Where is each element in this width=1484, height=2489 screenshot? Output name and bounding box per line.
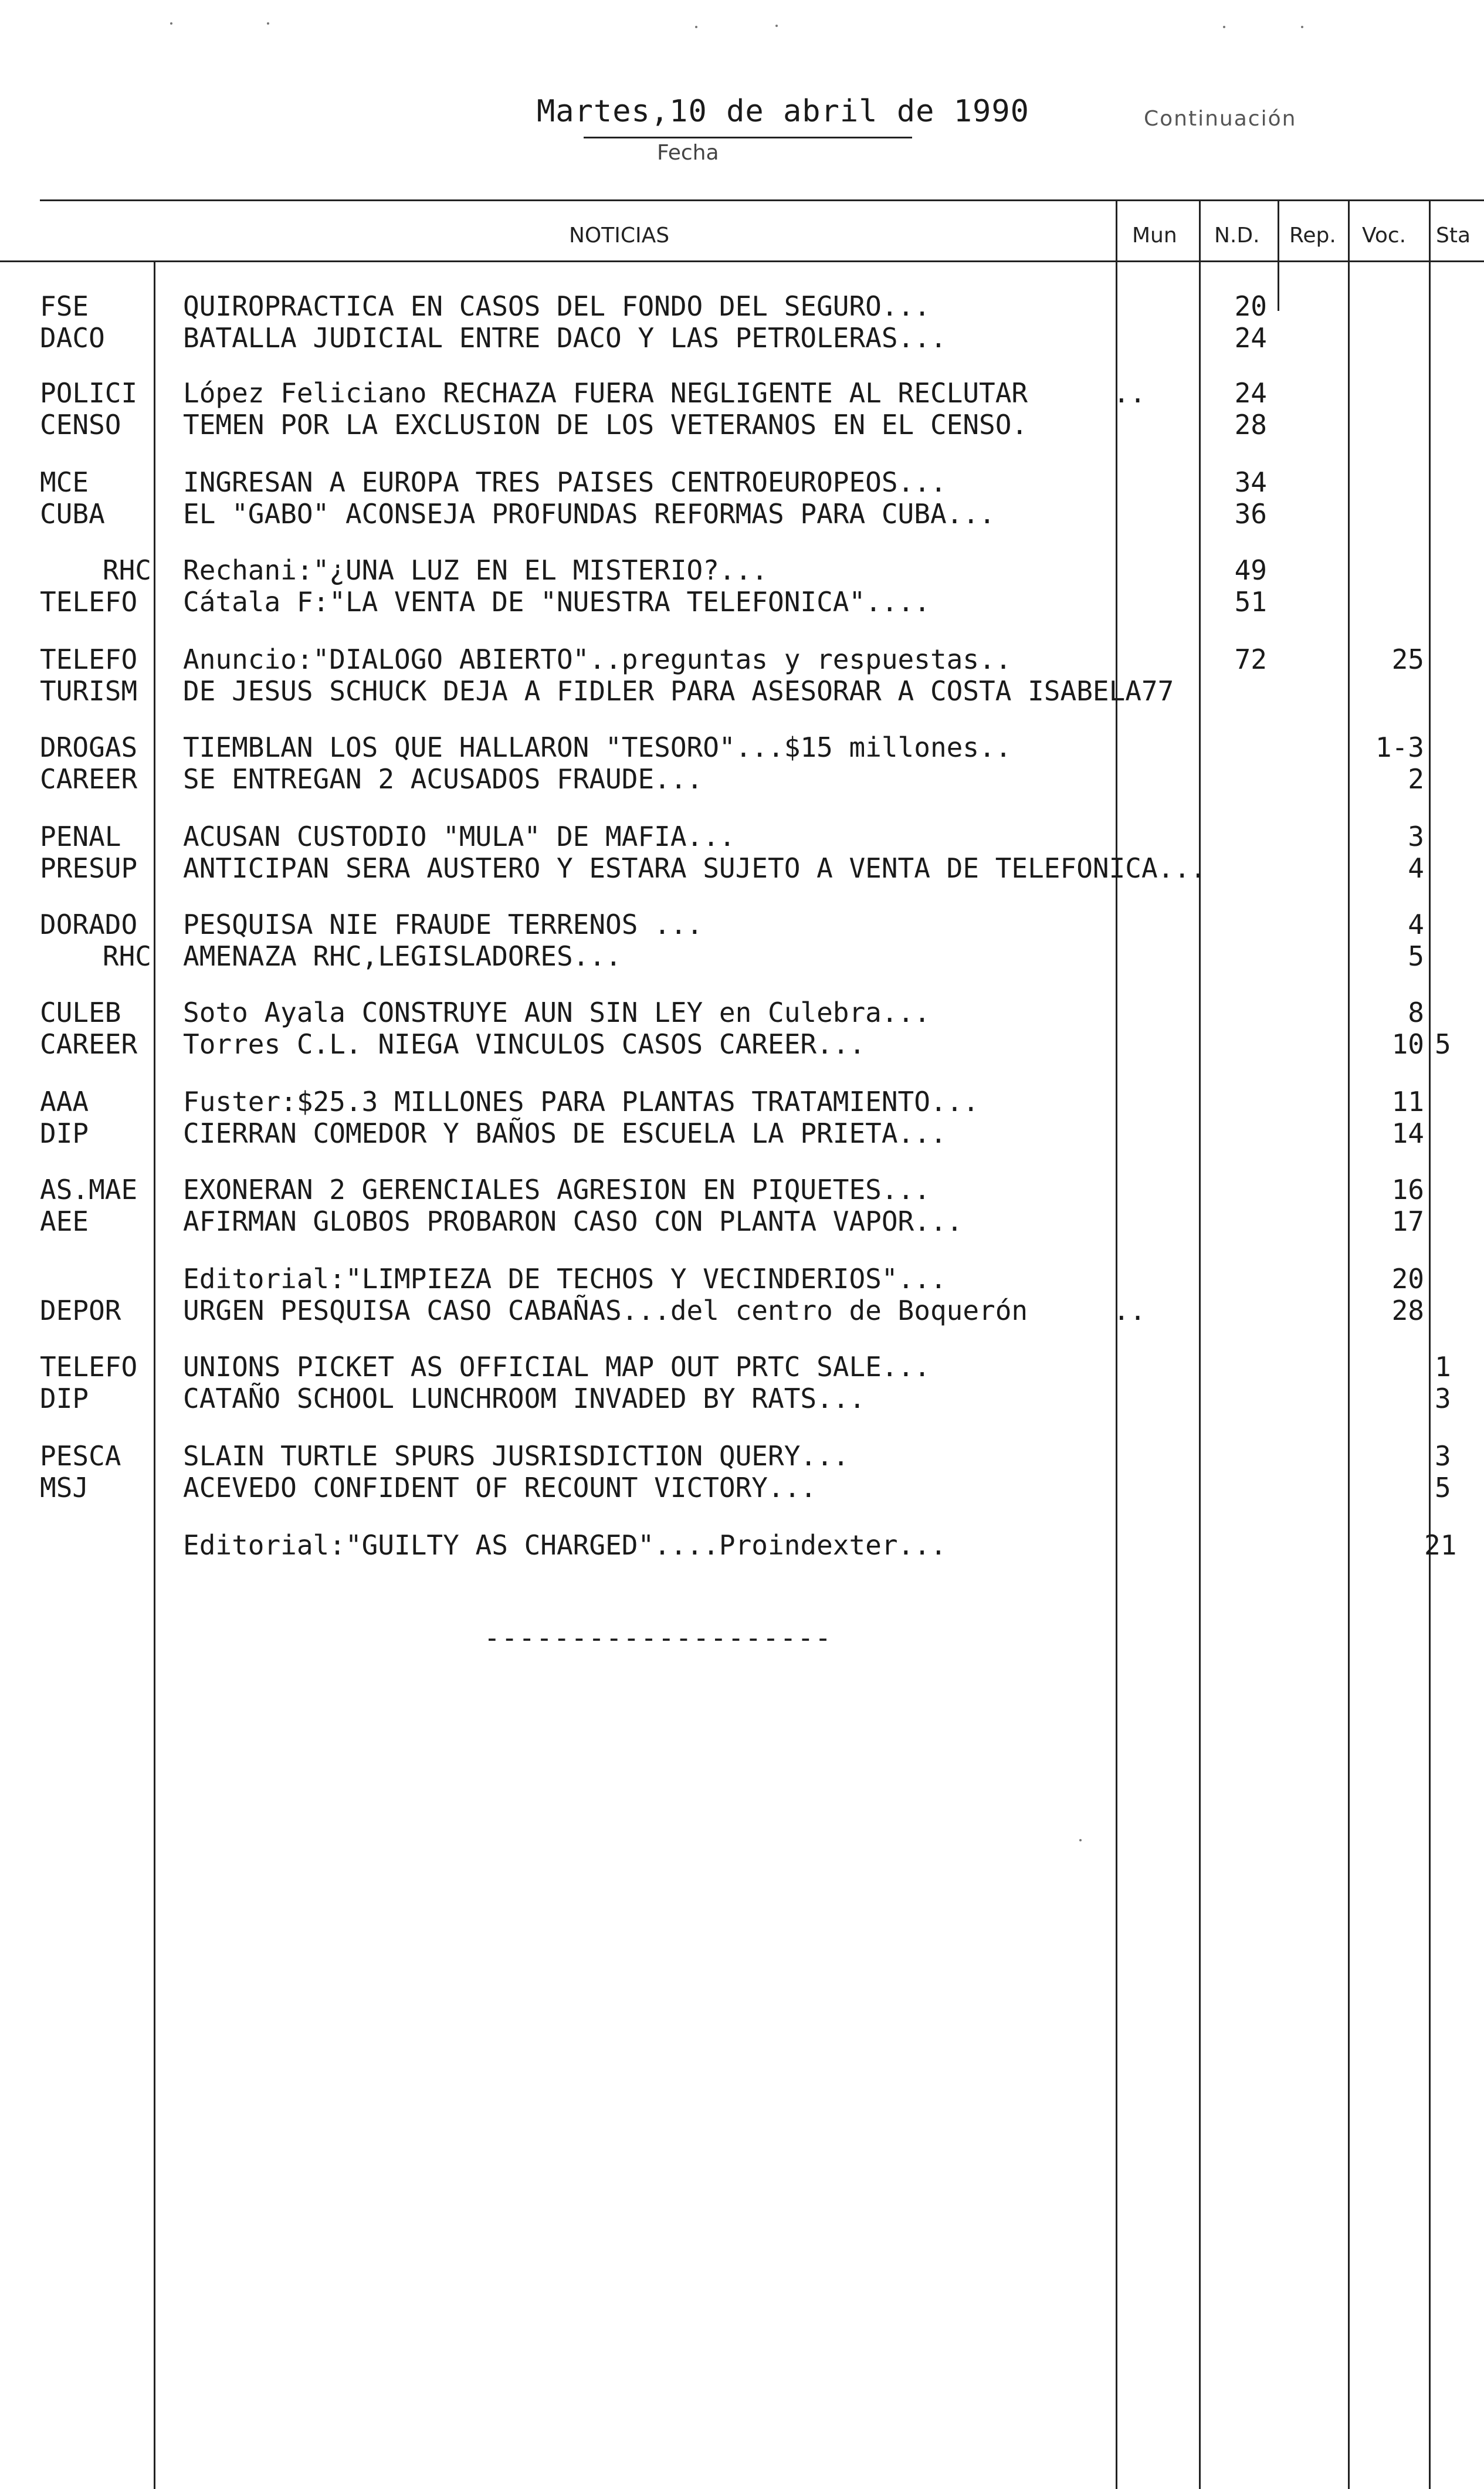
entry-topic: TELEFO [40, 1351, 138, 1383]
column-header-rep: Rep. [1289, 223, 1336, 248]
entry-nd: 24 [1234, 322, 1267, 354]
entry-headline: UNIONS PICKET AS OFFICIAL MAP OUT PRTC SALE... [183, 1351, 930, 1383]
entry-voc: 20 [1391, 1263, 1424, 1295]
entry-nd: 28 [1234, 409, 1267, 441]
entry-voc: 2 [1408, 763, 1424, 795]
entry-topic: CAREER [40, 763, 138, 795]
entry-headline: URGEN PESQUISA CASO CABAÑAS...del centro de Boquerón [183, 1295, 1028, 1326]
column-header-mun: Mun [1132, 223, 1177, 248]
entry-headline: AFIRMAN GLOBOS PROBARON CASO CON PLANTA VAPOR... [183, 1205, 963, 1237]
table-header-rule [0, 260, 1484, 262]
scan-speck [267, 22, 269, 25]
entry-topic: DIP [40, 1383, 89, 1414]
entry-voc: 10 [1391, 1028, 1424, 1060]
entry-voc: 17 [1391, 1205, 1424, 1237]
entry-voc: 28 [1391, 1295, 1424, 1326]
entry-headline: BATALLA JUDICIAL ENTRE DACO Y LAS PETROLERAS... [183, 322, 947, 354]
entry-mun: .. [1113, 377, 1146, 409]
entry-topic: CULEB [40, 997, 121, 1028]
entry-headline: López Feliciano RECHAZA FUERA NEGLIGENTE AL RECLUTAR [183, 377, 1028, 409]
entry-star: 3 [1435, 1440, 1451, 1472]
scan-speck [775, 25, 778, 27]
entry-topic: CAREER [40, 1028, 138, 1060]
entry-nd: 36 [1234, 498, 1267, 530]
entry-topic: TELEFO [40, 586, 138, 618]
entry-mun: .. [1113, 1295, 1146, 1326]
entry-headline: DE JESUS SCHUCK DEJA A FIDLER PARA ASESORAR A COSTA ISABELA77 [183, 675, 1174, 707]
entry-star: 3 [1435, 1383, 1451, 1414]
entry-topic: CUBA [40, 498, 105, 530]
entry-voc: 16 [1391, 1174, 1424, 1205]
entry-voc: 3 [1408, 821, 1424, 852]
entry-voc: 25 [1391, 644, 1424, 675]
entry-voc: 5 [1408, 940, 1424, 972]
column-header-voc: Voc. [1362, 223, 1407, 248]
entry-topic: DORADO [40, 909, 138, 940]
scan-speck [695, 26, 697, 28]
entry-headline: PESQUISA NIE FRAUDE TERRENOS ... [183, 909, 703, 940]
entry-star: 5 [1435, 1472, 1451, 1503]
separator-line: -------------------- [484, 1622, 832, 1654]
entry-topic: RHC [102, 554, 151, 586]
entry-nd: 49 [1234, 554, 1267, 586]
date-caption: Fecha [657, 141, 719, 165]
entry-headline: TEMEN POR LA EXCLUSION DE LOS VETERANOS EN EL CENSO. [183, 409, 1028, 441]
entry-headline: Soto Ayala CONSTRUYE AUN SIN LEY en Culebra... [183, 997, 930, 1028]
continuation-label: Continuación [1144, 107, 1297, 131]
entry-nd: 24 [1234, 377, 1267, 409]
entry-topic: CENSO [40, 409, 121, 441]
entry-voc: 1-3 [1375, 732, 1424, 763]
entry-headline: Editorial:"GUILTY AS CHARGED"....Proindexter... [183, 1529, 947, 1561]
entry-topic: FSE [40, 290, 89, 322]
column-divider-nd [1278, 199, 1279, 311]
entry-topic: PRESUP [40, 852, 138, 884]
entry-headline: Torres C.L. NIEGA VINCULOS CASOS CAREER... [183, 1028, 866, 1060]
column-divider-topic [154, 260, 155, 2489]
entry-star: 1 [1435, 1351, 1451, 1383]
entry-nd: 51 [1234, 586, 1267, 618]
entry-headline: Fuster:$25.3 MILLONES PARA PLANTAS TRATAMIENTO... [183, 1086, 980, 1117]
entry-topic: TURISM [40, 675, 138, 707]
column-header-nd: N.D. [1214, 223, 1260, 248]
date-heading: Martes,10 de abril de 1990 [537, 94, 1029, 129]
entry-topic: AEE [40, 1205, 89, 1237]
entry-headline: Anuncio:"DIALOGO ABIERTO"..preguntas y respuestas.. [183, 644, 1012, 675]
entry-nd: 34 [1234, 466, 1267, 498]
entry-headline: QUIROPRACTICA EN CASOS DEL FONDO DEL SEGURO... [183, 290, 930, 322]
entry-topic: TELEFO [40, 644, 138, 675]
entry-voc: 8 [1408, 997, 1424, 1028]
entry-topic: RHC [102, 940, 151, 972]
entry-voc: 11 [1391, 1086, 1424, 1117]
entry-headline: TIEMBLAN LOS QUE HALLARON "TESORO"...$15 millones.. [183, 732, 1012, 763]
entry-headline: CIERRAN COMEDOR Y BAÑOS DE ESCUELA LA PRIETA... [183, 1117, 947, 1149]
entry-nd: 20 [1234, 290, 1267, 322]
entry-topic: MCE [40, 466, 89, 498]
entry-topic: POLICI [40, 377, 138, 409]
entry-headline: ACUSAN CUSTODIO "MULA" DE MAFIA... [183, 821, 736, 852]
date-underline [584, 137, 912, 138]
entry-headline: INGRESAN A EUROPA TRES PAISES CENTROEUROPEOS... [183, 466, 947, 498]
entry-topic: AS.MAE [40, 1174, 138, 1205]
entry-star: 5 [1435, 1028, 1451, 1060]
entry-headline: AMENAZA RHC,LEGISLADORES... [183, 940, 622, 972]
scan-speck [1223, 26, 1225, 28]
entry-headline: EXONERAN 2 GERENCIALES AGRESION EN PIQUETES... [183, 1174, 930, 1205]
column-divider-rep [1348, 199, 1350, 2489]
entry-nd: 72 [1234, 644, 1267, 675]
column-divider-mun [1199, 199, 1201, 2489]
entry-topic: DEPOR [40, 1295, 121, 1326]
entry-voc: 4 [1408, 852, 1424, 884]
entry-topic: DROGAS [40, 732, 138, 763]
entry-headline: SLAIN TURTLE SPURS JUSRISDICTION QUERY... [183, 1440, 849, 1472]
entry-headline: Rechani:"¿UNA LUZ EN EL MISTERIO?... [183, 554, 768, 586]
entry-topic: AAA [40, 1086, 89, 1117]
entry-headline: EL "GABO" ACONSEJA PROFUNDAS REFORMAS PARA CUBA... [183, 498, 995, 530]
entry-headline: ANTICIPAN SERA AUSTERO Y ESTARA SUJETO A VENTA DE TELEFONICA... [183, 852, 1207, 884]
entry-topic: MSJ [40, 1472, 89, 1503]
entry-voc: 14 [1391, 1117, 1424, 1149]
entry-headline: Cátala F:"LA VENTA DE "NUESTRA TELEFONICA".... [183, 586, 930, 618]
entry-star: 21 [1424, 1529, 1457, 1561]
entry-topic: DACO [40, 322, 105, 354]
scan-speck [170, 22, 172, 25]
entry-topic: PESCA [40, 1440, 121, 1472]
column-header-star: Sta [1436, 223, 1471, 248]
column-divider-voc [1429, 199, 1431, 2489]
entry-topic: DIP [40, 1117, 89, 1149]
column-header-noticias: NOTICIAS [569, 223, 670, 248]
entry-headline: SE ENTREGAN 2 ACUSADOS FRAUDE... [183, 763, 703, 795]
entry-headline: ACEVEDO CONFIDENT OF RECOUNT VICTORY... [183, 1472, 817, 1503]
scan-speck [1079, 1839, 1082, 1841]
entry-headline: Editorial:"LIMPIEZA DE TECHOS Y VECINDERIOS"... [183, 1263, 947, 1295]
scan-speck [1301, 26, 1303, 28]
entry-headline: CATAÑO SCHOOL LUNCHROOM INVADED BY RATS... [183, 1383, 866, 1414]
entry-voc: 4 [1408, 909, 1424, 940]
table-top-rule [40, 199, 1484, 201]
column-divider-noticias [1116, 199, 1117, 2489]
entry-topic: PENAL [40, 821, 121, 852]
